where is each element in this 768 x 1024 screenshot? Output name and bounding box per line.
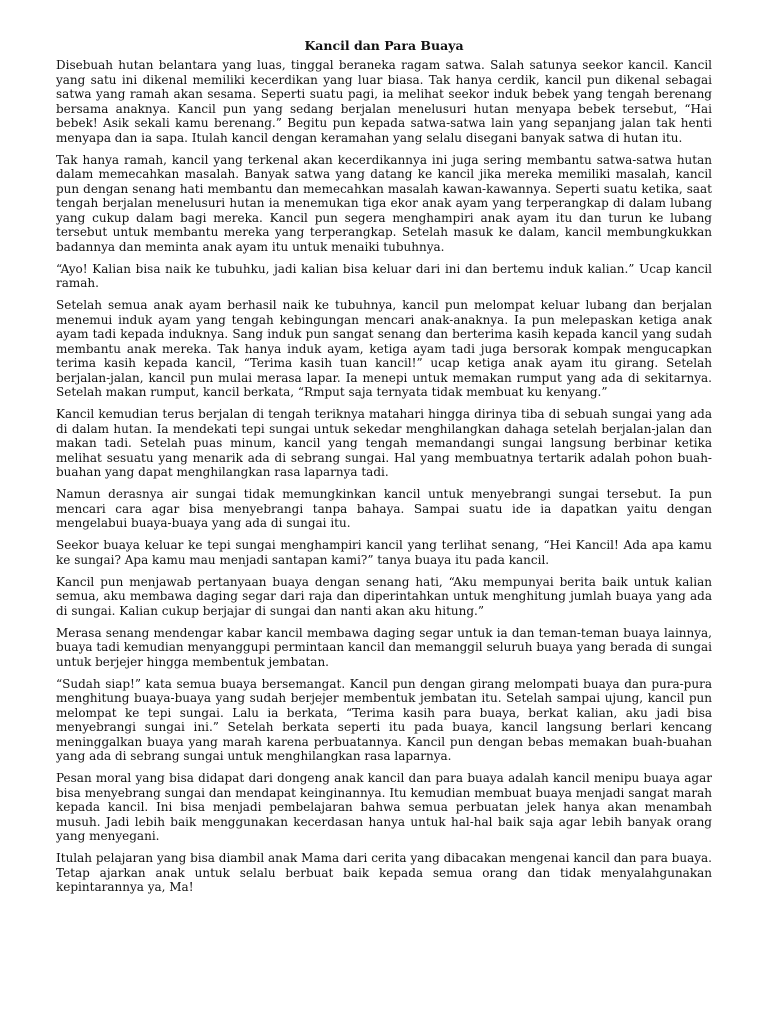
- paragraph: Pesan moral yang bisa didapat dari dongeng anak kancil dan para buaya adalah kancil menipu buaya agar bisa menyebrang sungai dan mendapat keinginannya. Itu kemudian membuat buaya menjadi sangat marah kepada kancil. Ini bisa menjadi pembelajaran bahwa semua perbuatan jelek hanya akan menambah musuh. Jadi lebih baik menggunakan kecerdasan hanya untuk hal-hal baik saja agar lebih banyak orang yang menyegani.: [56, 771, 712, 843]
- paragraph: Tak hanya ramah, kancil yang terkenal akan kecerdikannya ini juga sering membantu satwa-satwa hutan dalam memecahkan masalah. Banyak satwa yang datang ke kancil jika mereka memiliki masalah, kancil pun dengan senang hati membantu dan memecahkan masalah kawan-kawannya. Seperti suatu ketika, saat tengah berjalan menelusuri hutan ia menemukan tiga ekor anak ayam yang terperangkap di dalam lubang yang cukup dalam bagi mereka. Kancil pun segera menghampiri anak ayam itu dan turun ke lubang tersebut untuk membantu mereka yang terperangkap. Setelah masuk ke dalam, kancil membungkukkan badannya dan meminta anak ayam itu untuk menaiki tubuhnya.: [56, 152, 712, 254]
- paragraph: Kancil pun menjawab pertanyaan buaya dengan senang hati, “Aku mempunyai berita baik untuk kalian semua, aku membawa daging segar dari raja dan diperintahkan untuk menghitung jumlah buaya yang ada di sungai. Kalian cukup berjajar di sungai dan nanti akan aku hitung.”: [56, 574, 712, 618]
- paragraph: Namun derasnya air sungai tidak memungkinkan kancil untuk menyebrangi sungai tersebut. Ia pun mencari cara agar bisa menyebrangi tanpa bahaya. Sampai suatu ide ia dapatkan yaitu dengan mengelabui buaya-buaya yang ada di sungai itu.: [56, 487, 712, 530]
- paragraph: Setelah semua anak ayam berhasil naik ke tubuhnya, kancil pun melompat keluar lubang dan berjalan menemui induk ayam yang tengah kebingungan mencari anak-anaknya. Ia pun melepaskan ketiga anak ayam tadi kepada induknya. Sang induk pun sangat senang dan berterima kasih kepada kancil yang sudah membantu anak mereka. Tak hanya induk ayam, ketiga ayam tadi juga bersorak kompak mengucapkan terima kasih kepada kancil, “Terima kasih tuan kancil!” ucap ketiga anak ayam itu girang. Setelah berjalan-jalan, kancil pun mulai merasa lapar. Ia menepi untuk memakan rumput yang ada di sekitarnya. Setelah makan rumput, kancil berkata, “Rmput saja ternyata tidak membuat ku kenyang.”: [56, 298, 712, 399]
- document-title: Kancil dan Para Buaya: [304, 38, 464, 53]
- paragraph: Merasa senang mendengar kabar kancil membawa daging segar untuk ia dan teman-teman buaya lainnya, buaya tadi kemudian menyanggupi permintaan kancil dan memanggil seluruh buaya yang berada di sungai untuk berjejer hingga membentuk jembatan.: [56, 625, 712, 669]
- paragraph: Seekor buaya keluar ke tepi sungai menghampiri kancil yang terlihat senang, “Hei Kancil! Ada apa kamu ke sungai? Apa kamu mau menjadi santapan kami?” tanya buaya itu pada kancil.: [56, 538, 712, 567]
- paragraph: Itulah pelajaran yang bisa diambil anak Mama dari cerita yang dibacakan mengenai kancil dan para buaya. Tetap ajarkan anak untuk selalu berbuat baik kepada semua orang dan tidak menyalahgunakan kepintarannya ya, Ma!: [56, 851, 712, 894]
- paragraph: “Sudah siap!” kata semua buaya bersemangat. Kancil pun dengan girang melompati buaya dan pura-pura menghitung buaya-buaya yang sudah berjejer membentuk jembatan itu. Setelah sampai ujung, kancil pun melompat ke tepi sungai. Lalu ia berkata, “Terima kasih para buaya, berkat kalian, aku jadi bisa menyebrangi sungai ini.” Setelah berkata seperti itu pada buaya, kancil langsung berlari kencang meninggalkan buaya yang marah karena perbuatannya. Kancil pun dengan bebas memakan buah-buahan yang ada di sebrang sungai untuk menghilangkan rasa laparnya.: [56, 676, 712, 763]
- paragraph: Disebuah hutan belantara yang luas, tinggal beraneka ragam satwa. Salah satunya seekor kancil. Kancil yang satu ini dikenal memiliki kecerdikan yang luar biasa. Tak hanya cerdik, kancil pun dikenal sebagai satwa yang ramah akan sesama. Seperti suatu pagi, ia melihat seekor induk bebek yang tengah berenang bersama anaknya. Kancil pun yang sedang berjalan menelusuri hutan menyapa bebek tersebut, “Hai bebek! Asik sekali kamu berenang.” Begitu pun kepada satwa-satwa lain yang sepanjang jalan tak henti menyapa dan ia sapa. Itulah kancil dengan keramahan yang selalu disegani banyak satwa di hutan itu.: [56, 58, 712, 145]
- paragraph: Kancil kemudian terus berjalan di tengah teriknya matahari hingga dirinya tiba di sebuah sungai yang ada di dalam hutan. Ia mendekati tepi sungai untuk sekedar menghilangkan dahaga setelah berjalan-jalan dan makan tadi. Setelah puas minum, kancil yang tengah memandangi sungai langsung berbinar ketika melihat sesuatu yang menarik ada di sebrang sungai. Hal yang membuatnya tertarik adalah pohon buah-buahan yang dapat menghilangkan rasa laparnya tadi.: [56, 407, 712, 479]
- paragraph: “Ayo! Kalian bisa naik ke tubuhku, jadi kalian bisa keluar dari ini dan bertemu induk kalian.” Ucap kancil ramah.: [56, 261, 712, 290]
